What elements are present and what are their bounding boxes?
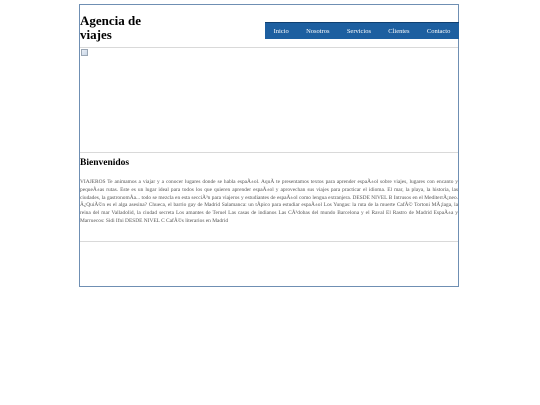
- nav-item-inicio[interactable]: Inicio: [273, 27, 289, 35]
- nav-item-contacto[interactable]: Contacto: [426, 27, 451, 35]
- broken-image-icon: [81, 49, 88, 56]
- site-title: Agencia de viajes: [80, 13, 142, 42]
- welcome-heading: Bienvenidos: [80, 158, 130, 168]
- main-content: [80, 157, 458, 226]
- banner: [80, 48, 458, 153]
- content-divider: [80, 241, 458, 242]
- nav-item-nosotros[interactable]: Nosotros: [306, 27, 330, 35]
- nav-item-servicios[interactable]: Servicios: [346, 27, 372, 35]
- page-frame: [79, 4, 459, 287]
- header: [80, 5, 458, 48]
- nav-item-clientes[interactable]: Clientes: [388, 27, 410, 35]
- main-nav: [265, 22, 459, 39]
- intro-paragraph: VIAJEROS Te animamos a viajar y a conocer lugares donde se habla espaÃ±ol. AquÃ te presentamos textos para aprender espaÃ±ol sobre viajes, lugares con encanto y pequeÃ±as rutas. Este es un lugar ideal para todos los que quieren aprender espaÃ±ol y aprovechan sus viajes para practicar el idioma. El mar, la playa, la historia, las ciudades, la gastronomÃa... todo se mezcla en esta secciÃ³n para viajeros y estudiantes de espaÃ±ol como lengua extranjera. DESDE NIVEL B Intrusos en el MediterrÃ¡neo. Â¿QuiÃ©n es el alga asesina? Chueca, el barrio gay de Madrid Salamanca: un tÃpico para estudiar espaÃ±ol Los Yungas: la ruta de la muerte CafÃ© Tortoni MÃ¡laga, la reina del mar Valladolid, la ciudad secreta Los amantes de Teruel Las casas de indianos Las CÃ³dobas del mundo Barcelona y el Raval El Rastro de Madrid EspaÃ±a y Marruecos: Sidi Ifni DESDE NIVEL C CafÃ©s literarios en Madrid: [80, 179, 458, 224]
